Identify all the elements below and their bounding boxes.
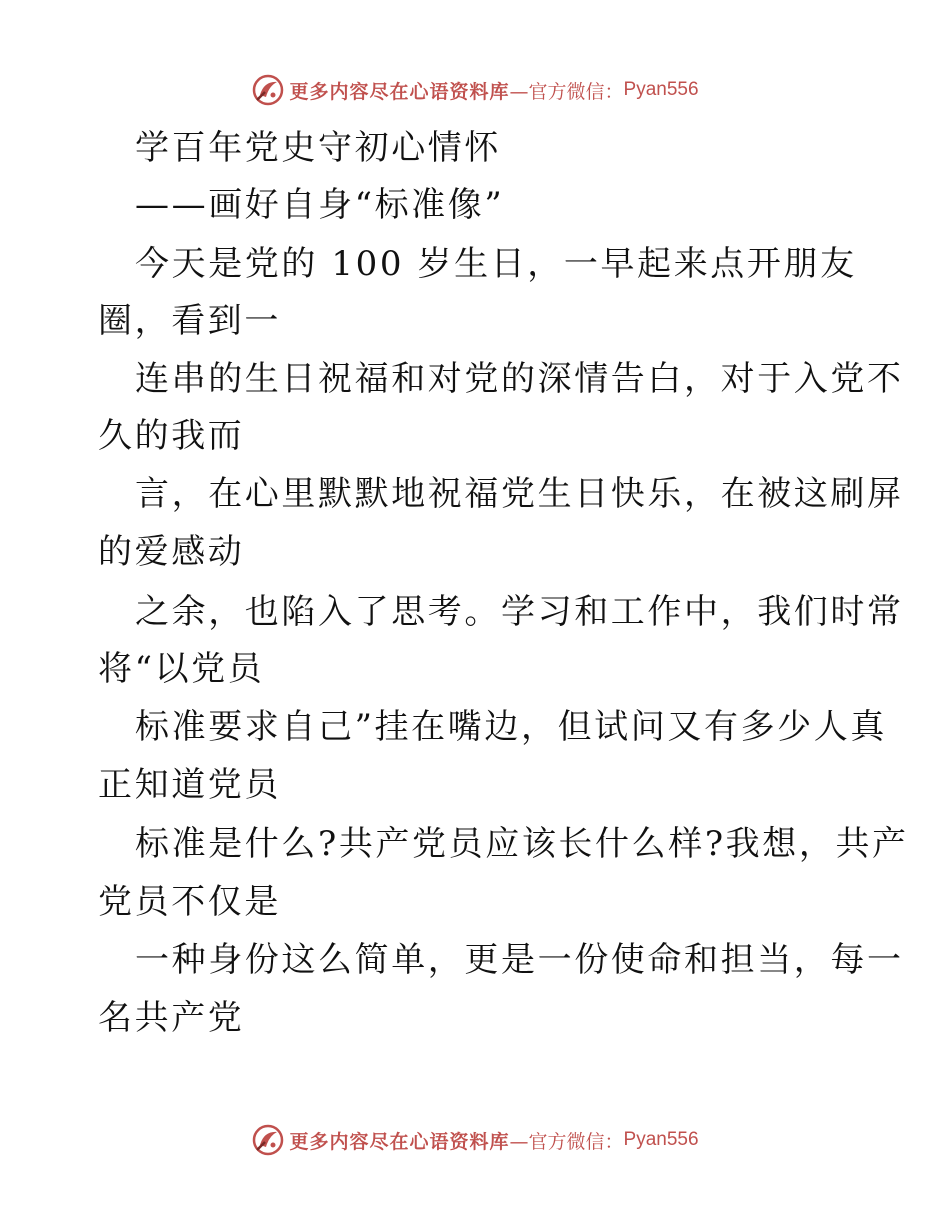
banner-colon: ： [604, 80, 624, 103]
doc-line: 今天是党的 100 岁生日，一早起来点开朋友 [135, 244, 857, 284]
header-banner [0, 70, 950, 110]
doc-line: 的爱感动 [98, 532, 245, 572]
doc-line: 圈，看到一 [98, 301, 281, 341]
logo-icon [251, 73, 285, 107]
doc-line: 正知道党员 [98, 765, 281, 805]
doc-line: 党员不仅是 [98, 882, 281, 922]
banner-wechat-handle: Pyan556 [623, 1129, 699, 1150]
banner-wechat-handle: Pyan556 [623, 79, 699, 100]
doc-line: 标准要求自己”挂在嘴边，但试问又有多少人真 [135, 707, 887, 747]
doc-line: 标准是什么?共产党员应该长什么样?我想，共产 [135, 824, 909, 864]
banner-brand: 更多内容尽在心语资料库 [289, 80, 510, 103]
banner-wechat-label: —官方微信 [509, 1130, 605, 1153]
logo-icon [251, 1123, 285, 1157]
doc-line: 久的我而 [98, 416, 245, 456]
doc-line: 名共产党 [98, 998, 245, 1038]
doc-line: 之余，也陷入了思考。学习和工作中，我们时常 [135, 592, 904, 632]
doc-line: 言，在心里默默地祝福党生日快乐，在被这刷屏 [135, 474, 904, 514]
banner-wechat-label: —官方微信 [509, 80, 605, 103]
doc-line: 将“以党员 [98, 649, 265, 689]
doc-line: 连串的生日祝福和对党的深情告白，对于入党不 [135, 359, 904, 399]
banner-colon: ： [604, 1130, 624, 1153]
doc-subtitle: ——画好自身“标准像” [135, 185, 505, 225]
banner-brand: 更多内容尽在心语资料库 [289, 1130, 510, 1153]
doc-line: 一种身份这么简单，更是一份使命和担当，每一 [135, 940, 904, 980]
doc-title: 学百年党史守初心情怀 [135, 128, 501, 168]
footer-banner [0, 1120, 950, 1160]
